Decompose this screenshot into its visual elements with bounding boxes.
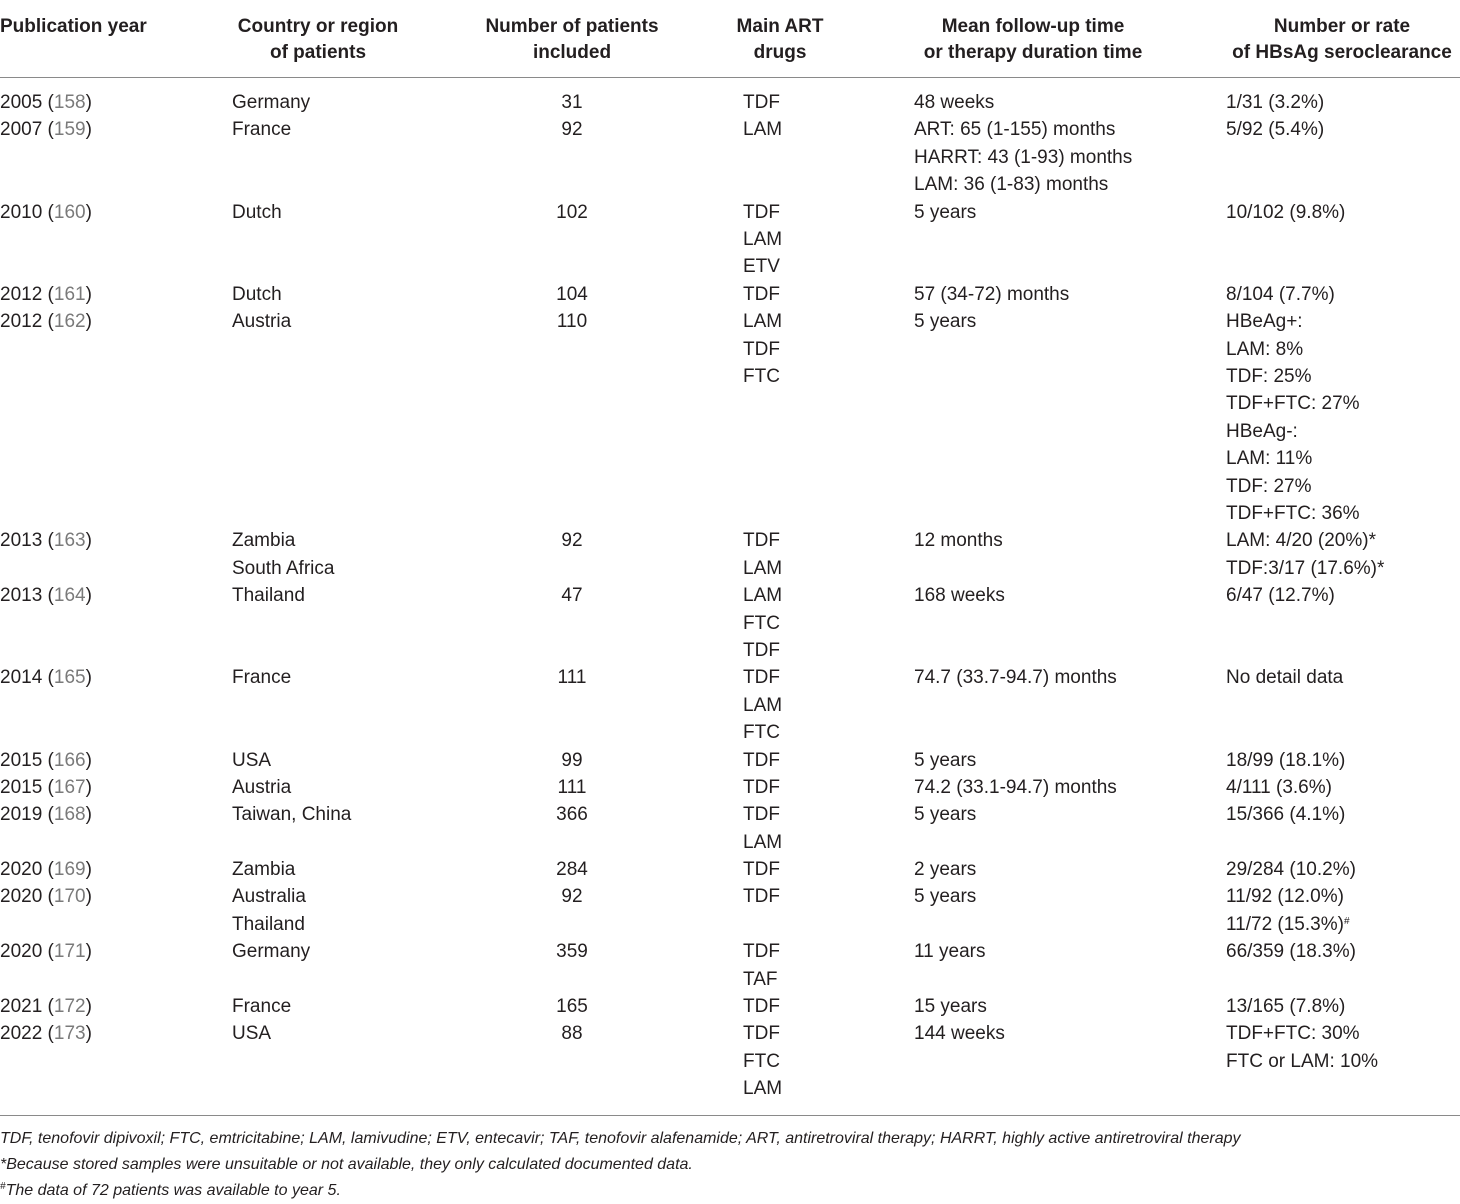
cell-patient-count: 104 [556,283,588,305]
table-footnotes [0,1126,1460,1204]
cell-publication-year: 2020 (169) [0,859,92,881]
cell-publication-year: 2019 (168) [0,804,92,826]
cell-art-drugs-line: FTC [743,1050,780,1072]
cell-follow-up-time [914,1020,1005,1047]
cell-country-line: Austria [232,776,292,798]
cell-art-drugs-line: TDF [743,530,780,552]
table-row [0,747,1460,774]
cell-art-drugs-line: LAM [743,1078,783,1100]
cell-follow-up-time [914,281,1069,308]
cell-patient-count: 165 [556,996,588,1018]
cell-follow-up-time [914,199,976,226]
cell-follow-up-time [914,664,1117,691]
cell-seroclearance [1226,308,1360,527]
header-country: Country or region of patients [237,16,399,63]
cell-art-drugs [743,527,782,582]
cell-seroclearance-line: HBeAg+: [1226,311,1303,333]
cell-seroclearance-line: LAM: 11% [1226,448,1313,470]
cell-seroclearance-line: TDF+FTC: 27% [1226,393,1360,415]
cell-art-drugs-line: TDF [743,941,780,963]
reference-link[interactable]: 173 [53,1023,86,1045]
table-row [0,993,1460,1020]
header-publication-year: Publication year [0,16,147,37]
cell-publication-year: 2007 (159) [0,119,92,141]
cell-country-line: Thailand [232,585,305,607]
cell-follow-up-time-line: LAM: 36 (1-83) months [914,174,1109,196]
cell-seroclearance [1226,1020,1378,1075]
cell-follow-up-time-line: 12 months [914,530,1003,552]
cell-country-line: Austria [232,311,292,333]
cell-art-drugs-line: TDF [743,1023,780,1045]
cell-art-drugs-line: TDF [743,283,780,305]
year-value: 2020 [0,941,43,963]
header-patients: Number of patients included [485,16,659,63]
cell-art-drugs-line: LAM [743,557,783,579]
year-value: 2019 [0,804,43,826]
cell-publication-year: 2021 (172) [0,996,92,1018]
cell-seroclearance [1226,774,1332,801]
cell-patient-count: 31 [561,92,583,113]
reference-link[interactable]: 168 [53,804,86,826]
table-row [0,527,1460,582]
cell-seroclearance-line: TDF:3/17 (17.6%)* [1226,557,1385,579]
reference-link[interactable]: 164 [53,585,86,607]
cell-follow-up-time-line: 144 weeks [914,1023,1005,1045]
cell-art-drugs [743,582,782,664]
cell-art-drugs [743,774,780,801]
table-row [0,116,1460,198]
cell-publication-year: 2020 (171) [0,941,92,963]
year-value: 2021 [0,996,43,1018]
cell-country-line: Australia [232,886,306,908]
cell-country [232,116,291,143]
cell-seroclearance-line: 15/366 (4.1%) [1226,804,1346,826]
footnote-asterisk: *Because stored samples were unsuitable or not available, they only calculated documented data. [0,1156,693,1173]
year-value: 2005 [0,92,43,113]
cell-art-drugs-line: LAM [743,585,783,607]
cell-follow-up-time [914,116,1132,198]
table-row [0,938,1460,993]
cell-publication-year: 2005 (158) [0,92,92,113]
cell-seroclearance [1226,747,1345,774]
footnote-hash [0,1178,1460,1204]
cell-art-drugs-line: TDF [743,667,780,689]
cell-art-drugs-line: TDF [743,92,780,113]
reference-link[interactable]: 166 [53,749,86,771]
cell-follow-up-time [914,774,1117,801]
reference-link[interactable]: 162 [53,311,86,333]
cell-country [232,856,295,883]
cell-art-drugs-line: FTC [743,365,780,387]
cell-patient-count: 110 [556,311,588,333]
cell-follow-up-time-line: 5 years [914,749,977,771]
reference-link[interactable]: 158 [53,92,86,113]
cell-country-line: South Africa [232,557,335,579]
cell-follow-up-time-line: HARRT: 43 (1-93) months [914,146,1133,168]
year-value: 2013 [0,530,43,552]
reference-link[interactable]: 169 [53,859,86,881]
cell-publication-year: 2012 (162) [0,311,92,333]
year-value: 2015 [0,776,43,798]
year-value: 2014 [0,667,43,689]
cell-art-drugs [743,747,780,774]
cell-art-drugs [743,89,780,116]
cell-seroclearance-line: 4/111 (3.6%) [1226,776,1332,798]
year-value: 2010 [0,201,43,223]
cell-country-line: Zambia [232,530,296,552]
cell-country-line: Dutch [232,283,282,305]
cell-country [232,582,305,609]
cell-art-drugs [743,199,782,281]
cell-seroclearance-line: LAM: 8% [1226,338,1304,360]
cell-country [232,938,310,965]
cell-follow-up-time-line: 168 weeks [914,585,1005,607]
cell-art-drugs-line: LAM [743,228,783,250]
cell-art-drugs-line: TDF [743,859,780,881]
cell-publication-year: 2013 (163) [0,530,92,552]
cell-country [232,281,282,308]
cell-seroclearance-line: 11/92 (12.0%) [1226,886,1344,908]
cell-art-drugs-line: TDF [743,201,780,223]
cell-publication-year: 2020 (170) [0,886,92,908]
cell-seroclearance [1226,89,1324,116]
cell-country [232,1020,271,1047]
cell-follow-up-time-line: 15 years [914,996,987,1018]
cell-follow-up-time-line: 74.7 (33.7-94.7) months [914,667,1117,689]
cell-follow-up-time [914,993,987,1020]
header-seroclearance: Number or rate of HBsAg seroclearance [1232,16,1452,63]
cell-seroclearance-line: 6/47 (12.7%) [1226,585,1335,607]
cell-seroclearance-line: 29/284 (10.2%) [1226,859,1356,881]
year-value: 2020 [0,886,43,908]
cell-art-drugs-line: TDF [743,886,780,908]
cell-art-drugs-line: TDF [743,338,780,360]
cell-patient-count: 359 [556,941,588,963]
cell-country [232,308,291,335]
cell-patient-count: 88 [561,1023,583,1045]
cell-country [232,199,282,226]
cell-follow-up-time [914,747,976,774]
cell-art-drugs [743,281,780,308]
table-row [0,308,1460,527]
cell-publication-year: 2010 (160) [0,201,92,223]
cell-follow-up-time-line: 5 years [914,804,977,826]
cell-patient-count: 47 [561,585,583,607]
header-follow-up-time: Mean follow-up time or therapy duration time [923,16,1143,63]
year-value: 2012 [0,283,43,305]
cell-seroclearance [1226,199,1345,226]
year-value: 2015 [0,749,43,771]
cell-follow-up-time-line: 57 (34-72) months [914,283,1070,305]
table-row [0,774,1460,801]
footnote-hash-text: The data of 72 patients was available to year 5. [5,1182,341,1199]
cell-seroclearance [1226,664,1343,691]
cell-follow-up-time-line: 48 weeks [914,92,995,113]
cell-patient-count: 284 [556,859,588,881]
table-row [0,1020,1460,1102]
cell-patient-count: 99 [561,749,583,771]
cell-country-line: France [232,996,292,1018]
cell-art-drugs [743,938,780,993]
footnote-abbreviations: TDF, tenofovir dipivoxil; FTC, emtricitabine; LAM, lamivudine; ETV, entecavir; TAF, tenofovir alafenamide; ART, antiretroviral therapy; HARRT, highly active antiretroviral therapy [0,1130,1241,1147]
cell-art-drugs-line: LAM [743,831,783,853]
cell-patient-count: 102 [556,201,588,223]
cell-follow-up-time [914,308,976,335]
year-value: 2022 [0,1023,43,1045]
reference-link[interactable]: 160 [53,201,86,223]
cell-country-line: Dutch [232,201,282,223]
cell-country-line: USA [232,1023,272,1045]
cell-art-drugs-line: TDF [743,804,780,826]
cell-art-drugs-line: LAM [743,311,783,333]
footnote-hash-mark: # [0,1181,6,1192]
table-bottom-rule [0,1115,1460,1116]
cell-publication-year: 2014 (165) [0,667,92,689]
cell-follow-up-time [914,883,976,910]
cell-seroclearance-line: 11/72 (15.3%)# [1226,913,1350,935]
cell-art-drugs-line: LAM [743,119,783,141]
cell-art-drugs [743,856,780,883]
cell-art-drugs-line: FTC [743,612,780,634]
table-header [0,0,1460,78]
cell-publication-year: 2022 (173) [0,1023,92,1045]
cell-patient-count: 92 [561,119,583,141]
cell-country-line: France [232,667,292,689]
cell-patient-count: 92 [561,886,583,908]
cell-seroclearance-line: 1/31 (3.2%) [1226,92,1325,113]
cell-country [232,89,310,116]
cell-patient-count: 92 [561,530,583,552]
cell-art-drugs-line: TDF [743,639,780,661]
cell-publication-year: 2015 (166) [0,749,92,771]
cell-seroclearance [1226,281,1335,308]
cell-follow-up-time-line: 5 years [914,311,977,333]
cell-patient-count: 111 [557,776,587,798]
cell-follow-up-time-line: 2 years [914,859,977,881]
cell-seroclearance [1226,856,1356,883]
cell-country-line: USA [232,749,272,771]
cell-country-line: France [232,119,292,141]
cell-seroclearance-line: LAM: 4/20 (20%)* [1226,530,1376,552]
cell-seroclearance-line: TDF: 27% [1226,475,1312,497]
cell-art-drugs-line: FTC [743,722,780,744]
header-art-drugs: Main ART drugs [736,16,824,63]
cell-art-drugs [743,308,782,390]
table-row [0,89,1460,116]
cell-country [232,883,306,938]
year-value: 2012 [0,311,43,333]
cell-art-drugs [743,664,782,746]
cell-art-drugs [743,116,782,143]
cell-seroclearance [1226,993,1345,1020]
cell-seroclearance [1226,582,1335,609]
cell-country [232,664,291,691]
cell-publication-year: 2015 (167) [0,776,92,798]
year-value: 2013 [0,585,43,607]
cell-country [232,774,291,801]
cell-seroclearance [1226,116,1324,143]
cell-seroclearance [1226,938,1356,965]
reference-link[interactable]: 159 [53,119,86,141]
cell-publication-year: 2012 (161) [0,283,92,305]
cell-follow-up-time-line: ART: 65 (1-155) months [914,119,1116,141]
cell-follow-up-time [914,527,1003,554]
cell-follow-up-time [914,856,976,883]
cell-country [232,993,291,1020]
cell-follow-up-time-line: 11 years [914,941,986,963]
cell-follow-up-time [914,801,976,828]
reference-link[interactable]: 172 [53,996,86,1018]
cell-art-drugs-line: TDF [743,776,780,798]
cell-country-line: Zambia [232,859,296,881]
cell-country-line: Thailand [232,913,305,935]
cell-art-drugs-line: TAF [743,968,778,990]
cell-patient-count: 366 [556,804,588,826]
cell-follow-up-time-line: 74.2 (33.1-94.7) months [914,776,1117,798]
cell-seroclearance-line: FTC or LAM: 10% [1226,1050,1379,1072]
cell-seroclearance-line: 66/359 (18.3%) [1226,941,1356,963]
table-row [0,856,1460,883]
cell-seroclearance-line: 10/102 (9.8%) [1226,201,1346,223]
reference-link[interactable]: 165 [53,667,86,689]
cell-country-line: Taiwan, China [232,804,352,826]
cell-seroclearance-line: 18/99 (18.1%) [1226,749,1346,771]
cell-country-line: Germany [232,92,311,113]
cell-seroclearance [1226,883,1350,938]
cell-art-drugs [743,801,782,856]
cell-follow-up-time-line: 5 years [914,201,977,223]
cell-seroclearance [1226,527,1384,582]
reference-link[interactable]: 167 [53,776,86,798]
cell-seroclearance [1226,801,1345,828]
cell-follow-up-time [914,89,994,116]
cell-country-line: Germany [232,941,311,963]
reference-link[interactable]: 163 [53,530,86,552]
cell-art-drugs-line: ETV [743,256,780,278]
cell-patient-count: 111 [557,667,587,689]
cell-seroclearance-line: TDF: 25% [1226,365,1312,387]
table-row [0,664,1460,746]
reference-link[interactable]: 171 [53,941,86,963]
table-row [0,883,1460,938]
cell-seroclearance-line: HBeAg-: [1226,420,1298,442]
hash-footnote-marker: # [1343,915,1350,927]
cell-follow-up-time [914,938,985,965]
cell-country [232,747,271,774]
cell-follow-up-time-line: 5 years [914,886,977,908]
cell-art-drugs-line: TDF [743,996,780,1018]
cell-seroclearance-line: TDF+FTC: 36% [1226,502,1360,524]
cell-seroclearance-line: TDF+FTC: 30% [1226,1023,1360,1045]
year-value: 2007 [0,119,43,141]
cell-follow-up-time [914,582,1005,609]
table-row [0,281,1460,308]
cell-publication-year: 2013 (164) [0,585,92,607]
cell-seroclearance-line: 13/165 (7.8%) [1226,996,1346,1018]
cell-art-drugs-line: LAM [743,694,783,716]
table-row [0,801,1460,856]
year-value: 2020 [0,859,43,881]
cell-country [232,801,351,828]
table-body [0,89,1460,1103]
table-row [0,582,1460,664]
reference-link[interactable]: 161 [53,283,86,305]
cell-country [232,527,334,582]
table-row [0,199,1460,281]
reference-link[interactable]: 170 [53,886,86,908]
cell-seroclearance-line: No detail data [1226,667,1344,689]
cell-art-drugs [743,883,780,910]
cell-seroclearance-line: 5/92 (5.4%) [1226,119,1325,141]
cell-art-drugs [743,1020,782,1102]
cell-art-drugs-line: TDF [743,749,780,771]
cell-seroclearance-line: 8/104 (7.7%) [1226,283,1335,305]
cell-art-drugs [743,993,780,1020]
